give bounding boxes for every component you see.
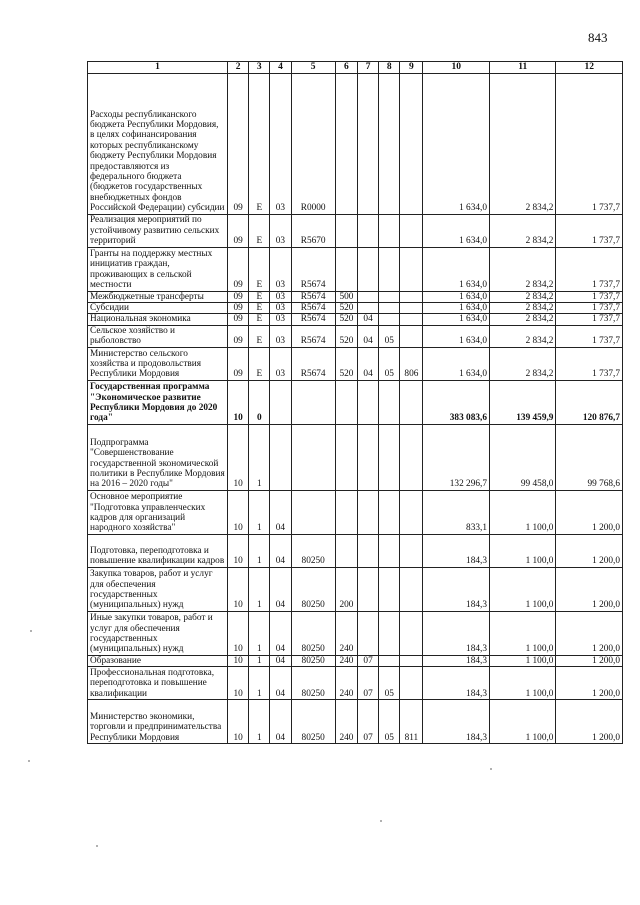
cell-col-9 bbox=[400, 314, 423, 325]
cell-col-11: 1 100,0 bbox=[489, 490, 555, 534]
cell-col-11: 2 834,2 bbox=[489, 303, 555, 314]
cell-col-10: 383 083,6 bbox=[423, 380, 489, 424]
cell-col-10: 184,3 bbox=[423, 567, 489, 611]
cell-col-5 bbox=[291, 490, 335, 534]
cell-col-3: Е bbox=[249, 73, 270, 214]
cell-col-11: 2 834,2 bbox=[489, 247, 555, 291]
cell-col-9: 811 bbox=[400, 700, 423, 744]
cell-col-12: 99 768,6 bbox=[556, 424, 623, 490]
cell-col-6 bbox=[335, 73, 357, 214]
cell-col-8: 05 bbox=[379, 667, 400, 700]
cell-col-4: 03 bbox=[270, 214, 291, 247]
cell-col-5 bbox=[291, 380, 335, 424]
cell-col-3: 1 bbox=[249, 424, 270, 490]
cell-col-7 bbox=[358, 534, 379, 567]
cell-col-5: R5674 bbox=[291, 303, 335, 314]
table-row bbox=[88, 325, 623, 347]
cell-col-10: 1 634,0 bbox=[423, 214, 489, 247]
cell-col-2: 09 bbox=[228, 347, 249, 380]
cell-col-5: R5674 bbox=[291, 291, 335, 302]
scan-speck bbox=[30, 630, 32, 632]
cell-col-5: 80250 bbox=[291, 611, 335, 655]
column-header: 5 bbox=[291, 62, 335, 74]
cell-col-7 bbox=[358, 611, 379, 655]
cell-col-11: 1 100,0 bbox=[489, 611, 555, 655]
cell-col-3: Е bbox=[249, 314, 270, 325]
table-row bbox=[88, 314, 623, 325]
cell-col-11: 1 100,0 bbox=[489, 655, 555, 666]
cell-col-8 bbox=[379, 291, 400, 302]
cell-col-10: 184,3 bbox=[423, 655, 489, 666]
cell-col-7 bbox=[358, 303, 379, 314]
cell-col-4: 03 bbox=[270, 314, 291, 325]
cell-col-7: 04 bbox=[358, 325, 379, 347]
table-body bbox=[88, 73, 623, 744]
row-label-cell: Реализация мероприятий по устойчивому развитию сельских территорий bbox=[88, 214, 228, 247]
cell-col-5: R5674 bbox=[291, 247, 335, 291]
cell-col-8 bbox=[379, 380, 400, 424]
cell-col-12: 1 200,0 bbox=[556, 700, 623, 744]
cell-col-12: 1 737,7 bbox=[556, 347, 623, 380]
table-row bbox=[88, 291, 623, 302]
cell-col-4: 04 bbox=[270, 700, 291, 744]
cell-col-12: 1 200,0 bbox=[556, 611, 623, 655]
column-header: 1 bbox=[88, 62, 228, 74]
row-label-cell: Профессиональная подготовка, переподготовка и повышение квалификации bbox=[88, 667, 228, 700]
cell-col-10: 1 634,0 bbox=[423, 247, 489, 291]
cell-col-2: 10 bbox=[228, 667, 249, 700]
cell-col-3: 1 bbox=[249, 534, 270, 567]
cell-col-5 bbox=[291, 424, 335, 490]
table-row bbox=[88, 534, 623, 567]
cell-col-12: 1 737,7 bbox=[556, 314, 623, 325]
cell-col-3: Е bbox=[249, 214, 270, 247]
cell-col-3: Е bbox=[249, 291, 270, 302]
cell-col-4: 03 bbox=[270, 325, 291, 347]
cell-col-9 bbox=[400, 247, 423, 291]
cell-col-3: Е bbox=[249, 303, 270, 314]
cell-col-2: 09 bbox=[228, 291, 249, 302]
cell-col-10: 1 634,0 bbox=[423, 303, 489, 314]
cell-col-10: 184,3 bbox=[423, 667, 489, 700]
cell-col-6 bbox=[335, 424, 357, 490]
cell-col-12: 1 200,0 bbox=[556, 534, 623, 567]
row-label-cell: Основное мероприятие "Подготовка управленческих кадров для организаций народного хозяйства" bbox=[88, 490, 228, 534]
cell-col-7: 04 bbox=[358, 314, 379, 325]
scan-speck bbox=[490, 768, 492, 770]
cell-col-5: 80250 bbox=[291, 700, 335, 744]
table-row bbox=[88, 380, 623, 424]
table-row bbox=[88, 73, 623, 214]
cell-col-3: Е bbox=[249, 347, 270, 380]
cell-col-12: 120 876,7 bbox=[556, 380, 623, 424]
cell-col-10: 184,3 bbox=[423, 534, 489, 567]
cell-col-6: 200 bbox=[335, 567, 357, 611]
cell-col-12: 1 200,0 bbox=[556, 667, 623, 700]
scan-speck bbox=[380, 820, 382, 822]
table-row bbox=[88, 667, 623, 700]
cell-col-11: 2 834,2 bbox=[489, 314, 555, 325]
cell-col-4: 04 bbox=[270, 534, 291, 567]
cell-col-8: 05 bbox=[379, 325, 400, 347]
cell-col-11: 2 834,2 bbox=[489, 73, 555, 214]
cell-col-9 bbox=[400, 567, 423, 611]
cell-col-7: 07 bbox=[358, 655, 379, 666]
cell-col-10: 132 296,7 bbox=[423, 424, 489, 490]
cell-col-4: 04 bbox=[270, 667, 291, 700]
cell-col-12: 1 200,0 bbox=[556, 490, 623, 534]
column-header: 12 bbox=[556, 62, 623, 74]
cell-col-4 bbox=[270, 380, 291, 424]
cell-col-3: Е bbox=[249, 325, 270, 347]
row-label-cell: Подготовка, переподготовка и повышение квалификации кадров bbox=[88, 534, 228, 567]
cell-col-2: 09 bbox=[228, 247, 249, 291]
cell-col-2: 10 bbox=[228, 700, 249, 744]
cell-col-7 bbox=[358, 291, 379, 302]
cell-col-8 bbox=[379, 611, 400, 655]
cell-col-4: 04 bbox=[270, 490, 291, 534]
cell-col-10: 1 634,0 bbox=[423, 291, 489, 302]
cell-col-6 bbox=[335, 490, 357, 534]
cell-col-9 bbox=[400, 611, 423, 655]
cell-col-12: 1 737,7 bbox=[556, 325, 623, 347]
cell-col-8 bbox=[379, 247, 400, 291]
cell-col-6: 240 bbox=[335, 700, 357, 744]
cell-col-5: 80250 bbox=[291, 567, 335, 611]
cell-col-6: 240 bbox=[335, 667, 357, 700]
cell-col-6: 240 bbox=[335, 655, 357, 666]
cell-col-6: 520 bbox=[335, 325, 357, 347]
cell-col-9 bbox=[400, 73, 423, 214]
cell-col-4 bbox=[270, 424, 291, 490]
cell-col-9 bbox=[400, 490, 423, 534]
cell-col-6: 240 bbox=[335, 611, 357, 655]
cell-col-2: 10 bbox=[228, 490, 249, 534]
cell-col-6: 520 bbox=[335, 303, 357, 314]
column-header: 2 bbox=[228, 62, 249, 74]
cell-col-11: 2 834,2 bbox=[489, 347, 555, 380]
cell-col-10: 1 634,0 bbox=[423, 347, 489, 380]
column-header: 8 bbox=[379, 62, 400, 74]
cell-col-7 bbox=[358, 424, 379, 490]
cell-col-11: 1 100,0 bbox=[489, 667, 555, 700]
table-row bbox=[88, 655, 623, 666]
cell-col-2: 10 bbox=[228, 424, 249, 490]
cell-col-4: 03 bbox=[270, 291, 291, 302]
row-label-cell: Расходы республиканского бюджета Республики Мордовия, в целях софинансирования которых республиканскому бюджету Республики Мордовия предоставляются из федерального бюджета (бюджетов государственных внебюджетных фондов Российской Федерации) субсидии bbox=[88, 73, 228, 214]
row-label-cell: Государственная программа "Экономическое развитие Республики Мордовия до 2020 года" bbox=[88, 380, 228, 424]
cell-col-2: 10 bbox=[228, 534, 249, 567]
cell-col-6 bbox=[335, 247, 357, 291]
cell-col-7 bbox=[358, 380, 379, 424]
cell-col-2: 10 bbox=[228, 567, 249, 611]
cell-col-12: 1 737,7 bbox=[556, 303, 623, 314]
cell-col-7: 04 bbox=[358, 347, 379, 380]
cell-col-11: 2 834,2 bbox=[489, 325, 555, 347]
cell-col-11: 2 834,2 bbox=[489, 214, 555, 247]
cell-col-3: 1 bbox=[249, 700, 270, 744]
cell-col-7: 07 bbox=[358, 700, 379, 744]
cell-col-4: 04 bbox=[270, 611, 291, 655]
cell-col-12: 1 737,7 bbox=[556, 247, 623, 291]
cell-col-3: 1 bbox=[249, 490, 270, 534]
cell-col-9 bbox=[400, 534, 423, 567]
cell-col-8 bbox=[379, 314, 400, 325]
cell-col-11: 1 100,0 bbox=[489, 567, 555, 611]
cell-col-5: 80250 bbox=[291, 534, 335, 567]
cell-col-6 bbox=[335, 380, 357, 424]
cell-col-6 bbox=[335, 214, 357, 247]
cell-col-3: 1 bbox=[249, 655, 270, 666]
cell-col-2: 09 bbox=[228, 303, 249, 314]
cell-col-4: 04 bbox=[270, 655, 291, 666]
cell-col-9 bbox=[400, 291, 423, 302]
row-label-cell: Гранты на поддержку местных инициатив граждан, проживающих в сельской местности bbox=[88, 247, 228, 291]
cell-col-9 bbox=[400, 214, 423, 247]
cell-col-3: Е bbox=[249, 247, 270, 291]
column-header: 3 bbox=[249, 62, 270, 74]
cell-col-5: 80250 bbox=[291, 667, 335, 700]
cell-col-7: 07 bbox=[358, 667, 379, 700]
cell-col-2: 09 bbox=[228, 73, 249, 214]
row-label-cell: Субсидии bbox=[88, 303, 228, 314]
cell-col-7 bbox=[358, 214, 379, 247]
cell-col-5: R5674 bbox=[291, 325, 335, 347]
row-label-cell: Министерство экономики, торговли и предпринимательства Республики Мордовия bbox=[88, 700, 228, 744]
table-row bbox=[88, 490, 623, 534]
cell-col-8 bbox=[379, 73, 400, 214]
cell-col-12: 1 200,0 bbox=[556, 567, 623, 611]
cell-col-12: 1 737,7 bbox=[556, 291, 623, 302]
row-label-cell: Межбюджетные трансферты bbox=[88, 291, 228, 302]
row-label-cell: Министерство сельского хозяйства и продовольствия Республики Мордовия bbox=[88, 347, 228, 380]
cell-col-12: 1 737,7 bbox=[556, 73, 623, 214]
cell-col-10: 1 634,0 bbox=[423, 325, 489, 347]
cell-col-4: 03 bbox=[270, 73, 291, 214]
cell-col-9: 806 bbox=[400, 347, 423, 380]
cell-col-11: 139 459,9 bbox=[489, 380, 555, 424]
cell-col-12: 1 737,7 bbox=[556, 214, 623, 247]
column-header: 7 bbox=[358, 62, 379, 74]
cell-col-6: 520 bbox=[335, 314, 357, 325]
cell-col-9 bbox=[400, 655, 423, 666]
row-label-cell: Иные закупки товаров, работ и услуг для обеспечения государственных (муниципальных) нужд bbox=[88, 611, 228, 655]
header-row bbox=[88, 62, 623, 74]
table-row bbox=[88, 611, 623, 655]
cell-col-8 bbox=[379, 214, 400, 247]
table-row bbox=[88, 303, 623, 314]
column-header: 6 bbox=[335, 62, 357, 74]
column-header: 9 bbox=[400, 62, 423, 74]
cell-col-6: 520 bbox=[335, 347, 357, 380]
cell-col-7 bbox=[358, 567, 379, 611]
cell-col-9 bbox=[400, 303, 423, 314]
table-row bbox=[88, 247, 623, 291]
cell-col-5: R5674 bbox=[291, 347, 335, 380]
cell-col-5: R0000 bbox=[291, 73, 335, 214]
cell-col-8 bbox=[379, 655, 400, 666]
cell-col-12: 1 200,0 bbox=[556, 655, 623, 666]
row-label-cell: Подпрограмма "Совершенствование государственной экономической политики в Республике Мордовия на 2016 – 2020 годы" bbox=[88, 424, 228, 490]
scan-speck bbox=[96, 845, 98, 847]
table-row bbox=[88, 214, 623, 247]
cell-col-7 bbox=[358, 490, 379, 534]
cell-col-10: 1 634,0 bbox=[423, 314, 489, 325]
cell-col-4: 04 bbox=[270, 567, 291, 611]
cell-col-10: 184,3 bbox=[423, 700, 489, 744]
column-header: 11 bbox=[489, 62, 555, 74]
scan-speck bbox=[28, 760, 30, 762]
cell-col-5: 80250 bbox=[291, 655, 335, 666]
cell-col-2: 09 bbox=[228, 214, 249, 247]
cell-col-9 bbox=[400, 424, 423, 490]
page-number: 843 bbox=[588, 30, 608, 45]
cell-col-9 bbox=[400, 667, 423, 700]
cell-col-8 bbox=[379, 534, 400, 567]
cell-col-3: 0 bbox=[249, 380, 270, 424]
column-header: 10 bbox=[423, 62, 489, 74]
row-label-cell: Сельское хозяйство и рыболовство bbox=[88, 325, 228, 347]
row-label-cell: Образование bbox=[88, 655, 228, 666]
cell-col-10: 184,3 bbox=[423, 611, 489, 655]
cell-col-2: 10 bbox=[228, 655, 249, 666]
cell-col-7 bbox=[358, 73, 379, 214]
cell-col-7 bbox=[358, 247, 379, 291]
cell-col-9 bbox=[400, 380, 423, 424]
cell-col-8 bbox=[379, 303, 400, 314]
table-row bbox=[88, 567, 623, 611]
table-row bbox=[88, 347, 623, 380]
row-label-cell: Закупка товаров, работ и услуг для обеспечения государственных (муниципальных) нужд bbox=[88, 567, 228, 611]
cell-col-2: 09 bbox=[228, 314, 249, 325]
cell-col-8 bbox=[379, 567, 400, 611]
cell-col-2: 09 bbox=[228, 325, 249, 347]
cell-col-11: 1 100,0 bbox=[489, 534, 555, 567]
cell-col-4: 03 bbox=[270, 247, 291, 291]
budget-table bbox=[87, 61, 623, 744]
cell-col-11: 2 834,2 bbox=[489, 291, 555, 302]
cell-col-4: 03 bbox=[270, 347, 291, 380]
cell-col-11: 99 458,0 bbox=[489, 424, 555, 490]
column-header: 4 bbox=[270, 62, 291, 74]
cell-col-8 bbox=[379, 490, 400, 534]
cell-col-5: R5674 bbox=[291, 314, 335, 325]
cell-col-3: 1 bbox=[249, 567, 270, 611]
cell-col-10: 1 634,0 bbox=[423, 73, 489, 214]
cell-col-6: 500 bbox=[335, 291, 357, 302]
cell-col-8 bbox=[379, 424, 400, 490]
cell-col-3: 1 bbox=[249, 611, 270, 655]
cell-col-4: 03 bbox=[270, 303, 291, 314]
row-label-cell: Национальная экономика bbox=[88, 314, 228, 325]
cell-col-8: 05 bbox=[379, 700, 400, 744]
cell-col-10: 833,1 bbox=[423, 490, 489, 534]
table-row bbox=[88, 424, 623, 490]
cell-col-2: 10 bbox=[228, 380, 249, 424]
cell-col-5: R5670 bbox=[291, 214, 335, 247]
cell-col-2: 10 bbox=[228, 611, 249, 655]
cell-col-9 bbox=[400, 325, 423, 347]
cell-col-3: 1 bbox=[249, 667, 270, 700]
table-row bbox=[88, 700, 623, 744]
cell-col-6 bbox=[335, 534, 357, 567]
cell-col-11: 1 100,0 bbox=[489, 700, 555, 744]
cell-col-8: 05 bbox=[379, 347, 400, 380]
